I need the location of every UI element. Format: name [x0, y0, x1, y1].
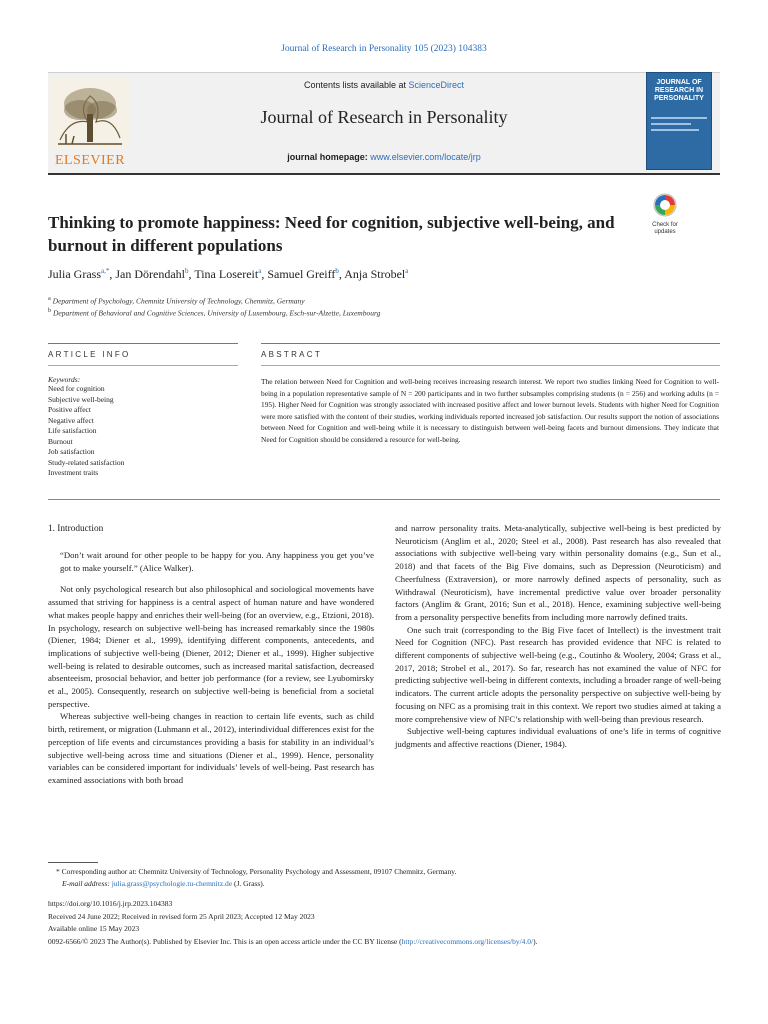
keyword-list	[48, 384, 218, 479]
license-note	[48, 936, 728, 947]
right-column	[395, 522, 721, 751]
affiliation-text: Department of Psychology, Chemnitz University of Technology, Chemnitz, Germany	[52, 296, 305, 306]
keywords-label: Keywords:	[48, 375, 81, 384]
author-affiliation-marker[interactable]: b	[185, 267, 189, 275]
email-suffix: (J. Grass).	[232, 879, 265, 888]
keyword: Positive affect	[48, 405, 91, 414]
cover-stripe	[651, 129, 699, 131]
epigraph-quote: “Don’t wait around for other people to be happy for you. Any happiness you get you’ve got to make yourself.” (Alice Walker).	[60, 550, 374, 573]
author-list: Julia Grass$^{a,*}$, Jan Dörendahl$^b$, Tina Losereit$^a$, Samuel Greiff$^b$, Anja Strobel$^a$	[48, 267, 409, 281]
keyword: Subjective well-being	[48, 394, 114, 404]
elsevier-wordmark: ELSEVIER	[54, 153, 126, 168]
keyword: Study-related satisfaction	[48, 457, 125, 467]
email-label: E-mail address:	[62, 879, 112, 888]
article-info-sub-rule	[48, 365, 238, 366]
license-link[interactable]: http://creativecommons.org/licenses/by/4.0/	[401, 937, 534, 946]
author-affiliation-marker[interactable]: a	[258, 267, 262, 275]
body-paragraph: One such trait (corresponding to the Big Five facet of Intellect) is the investment trait Need for Cognition (NFC). Past research has provided evidence that NFC is related to different components of subjective well-being (e.g., Coutinho & Woolery, 2004; Grass et al., 2017, 2018; Strobel et al., 2017). So far, research has not examined the value of NFC for predicting subjective well-being in different contexts, including a broader range of well-being indicators. The current article adopts the personality perspective on subjective well-being by focusing on NFC as a promising trait in this context. We report two studies aimed at taking a more comprehensive view of NFC’s relationship with well-being than previous research.	[395, 624, 721, 724]
keyword: Burnout	[48, 436, 73, 446]
sciencedirect-link[interactable]: ScienceDirect	[408, 80, 465, 90]
author-name[interactable]: Anja Strobel	[344, 267, 406, 281]
homepage-label: journal homepage:	[287, 152, 371, 162]
author-affiliation-marker[interactable]: b	[335, 267, 339, 275]
affiliation-text: Department of Behavioral and Cognitive Sciences, University of Luxembourg, Esch-sur-Alzette, Luxembourg	[53, 308, 381, 318]
affiliation-marker: b	[48, 307, 52, 314]
email-link[interactable]: julia.grass@psychologie.tu-chemnitz.de	[111, 879, 233, 888]
section-heading-introduction: 1. Introduction	[48, 524, 104, 534]
cover-title	[651, 79, 707, 103]
check-for-updates-badge[interactable]	[648, 193, 682, 233]
crossmark-icon	[648, 193, 682, 217]
keyword: Investment traits	[48, 468, 99, 477]
license-suffix: ).	[533, 937, 538, 946]
cover-title-line: JOURNAL OF	[656, 79, 702, 86]
left-column	[48, 549, 374, 787]
abstract-sub-rule	[261, 365, 720, 366]
homepage-link[interactable]: www.elsevier.com/locate/jrp	[370, 152, 481, 162]
journal-title: Journal of Research in Personality	[260, 107, 508, 127]
footnote-rule	[48, 862, 98, 863]
keyword: Need for cognition	[48, 384, 105, 393]
abstract-top-rule	[261, 343, 720, 344]
keyword: Job satisfaction	[48, 447, 95, 456]
body-paragraph: Not only psychological research but also philosophical and sociological movements have assumed that striving for happiness is a central aspect of human nature and have wondered what makes people happy and enriches their well-being (for an overview, e.g., Etzioni, 2018). In psychology, research on subjective well-being has increased remarkably since the 1980s (Diener, 1984; Diener et al., 1999), identifying different components, antecedents, and implications of subjective well-being (Diener, 2012; Diener et al., 1999). Higher subjective well-being is related to desirable outcomes, such as increased marital satisfaction, decreased absenteeism, prosocial behavior, and better job performance (for a review, see Lyubomirsky et al., 2005). Consequently, research on subjective well-being is beneficial from a societal perspective.	[48, 584, 374, 709]
article-info-top-rule	[48, 343, 238, 344]
author-affiliation-marker[interactable]: a	[405, 267, 409, 275]
email-note	[62, 878, 712, 889]
affiliation-marker: a	[48, 295, 51, 302]
cover-title-line: RESEARCH IN	[654, 87, 704, 94]
body-paragraph: Whereas subjective well-being changes in reaction to certain life events, such as child birth, retirement, or migration (Luhmann et al., 2012), interindividual differences exist for the perception of life events and circumstances providing a basis for stability in an individual’s subjective well-being across time and situations (Diener et al., 1999). Hence, personality variables can be considered important for individuals’ levels of well-being. Past research has examined associations with both broad	[48, 711, 374, 785]
license-prefix: 0092-6566/© 2023 The Author(s). Published by Elsevier Inc. This is an open access article under the CC BY license (	[48, 937, 402, 946]
cover-stripe	[651, 123, 691, 125]
corresponding-author-note: * Corresponding author at: Chemnitz University of Technology, Personality Psychology and Assessment, 09107 Chemnitz, Germany.	[56, 867, 457, 876]
author-name[interactable]: Tina Losereit	[194, 267, 259, 281]
article-title: Thinking to promote happiness: Need for cognition, subjective well-being, and burnout in different populations	[48, 213, 615, 255]
keyword: Negative affect	[48, 415, 94, 425]
available-online-date: Available online 15 May 2023	[48, 924, 140, 933]
doi-link[interactable]: https://doi.org/10.1016/j.jrp.2023.104383	[48, 899, 173, 908]
crossmark-label: Check for updates	[652, 222, 678, 235]
contents-prefix: Contents lists available at	[303, 80, 409, 90]
journal-cover-thumbnail[interactable]	[646, 72, 712, 170]
cover-title-line: PERSONALITY	[654, 95, 704, 102]
cover-stripe	[651, 117, 707, 119]
affiliation	[48, 295, 708, 306]
abstract-heading: ABSTRACT	[261, 350, 323, 359]
article-info-heading: ARTICLE INFO	[48, 350, 131, 359]
abstract-text: The relation between Need for Cognition and well-being receives increasing research interest. We report two studies linking Need for Cognition to well-being in a population representative sample of N = 200 participants and in two further subsamples comprising students (n = 256) and working adults (n = 195). Higher Need for Cognition was strongly associated with increased positive affect and lower burnout levels. Students with higher Need for Cognition were more satisfied with the content of their studies, working individuals reported increased job satisfaction. Our results support the notion of associations between Need for Cognition and well-being while it is necessary to distinguish between well-being facets and burnout dimensions. They indicate that Need for Cognition should be considered a resource for well-being.	[261, 377, 719, 444]
affiliation	[48, 307, 708, 318]
author-name[interactable]: Samuel Greiff	[267, 267, 336, 281]
received-dates: Received 24 June 2022; Received in revised form 25 April 2023; Accepted 12 May 2023	[48, 912, 315, 921]
keyword: Life satisfaction	[48, 426, 97, 435]
body-paragraph: Subjective well-being captures individual evaluations of one’s life in terms of cognitive judgments and affective reactions (Diener, 1984).	[395, 726, 721, 749]
author-name[interactable]: Jan Dörendahl	[115, 267, 186, 281]
journal-reference[interactable]: Journal of Research in Personality 105 (2023) 104383	[281, 44, 487, 54]
author-name[interactable]: Julia Grass	[48, 267, 101, 281]
body-paragraph: and narrow personality traits. Meta-analytically, subjective well-being is best predicted by Neuroticism (Anglim et al., 2020; Steel et al., 2008). Past research has also revealed that associations with subjective well-being vary within personality domains (e.g., Sun et al., 2018) and that facets of the Big Five domains, such as Depression (Neuroticism) and Cheerfulness (Extraversion), or more narrowly defined aspects of personality, such as Withdrawal (Neuroticism), have incremental predictive value over broader personality factors (Anglim & Grant, 2016; Sun et al., 2018). Hence, examining subjective well-being from a personality perspective benefits from including more narrowly defined traits.	[395, 523, 721, 622]
author-affiliation-marker[interactable]: a,*	[101, 267, 110, 275]
front-matter-bottom-rule	[48, 499, 720, 500]
